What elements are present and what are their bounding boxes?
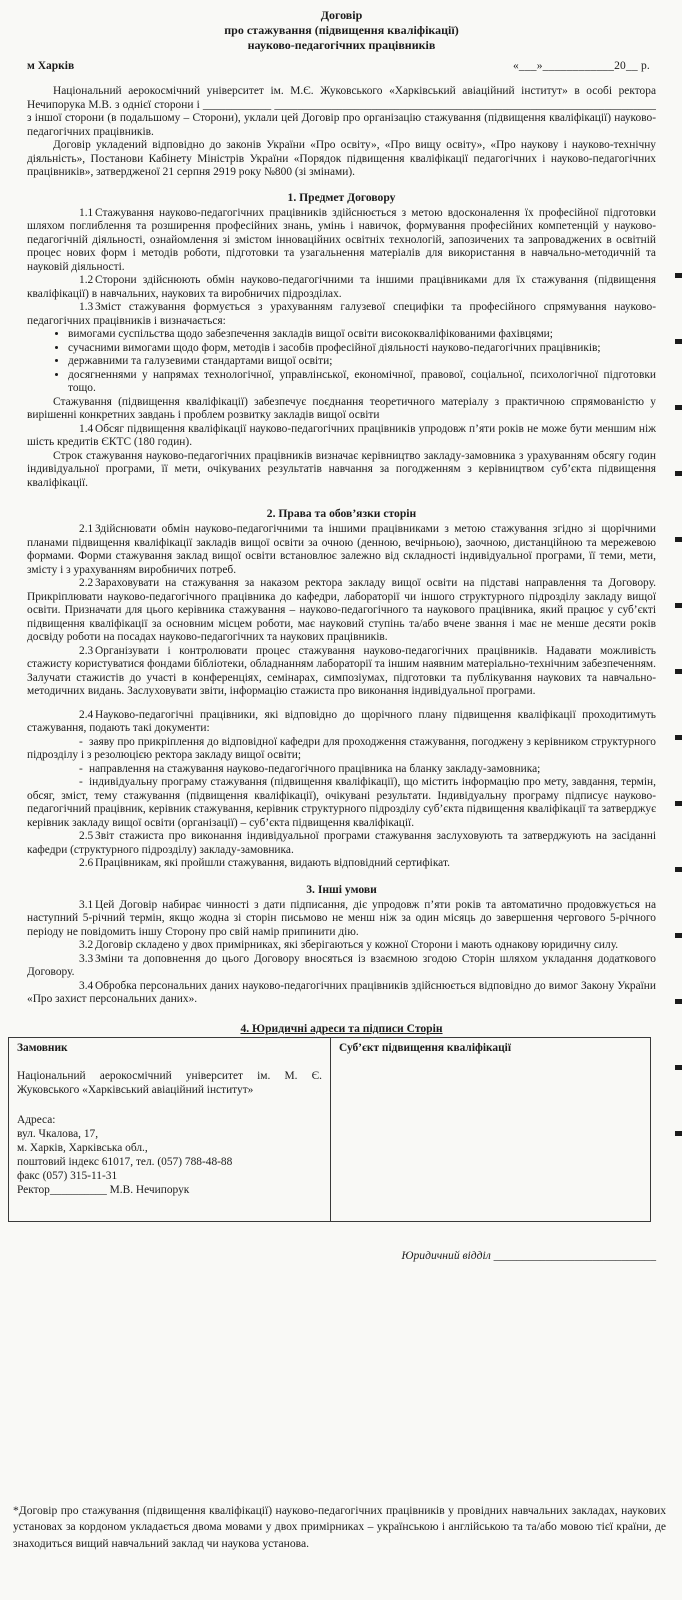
clause-text: Стажування науково-педагогічних працівників здійснюється з метою вдосконалення їх професійної підготовки шляхом поглиблення та розширення професійних знань, умінь і навичок, формування професійних компетенцій у науково-педагогічній діяльності, ознайомлення зі змістом інноваційних освітніх технологій, запозичених та запроваджених в освітній процес нових форм і методів роботи, підготовки та узагальнення матеріалів для використання в навчально-методичній та науковій діяльності.	[27, 206, 656, 273]
provider-header: Суб’єкт підвищення кваліфікації	[339, 1041, 512, 1054]
place-label: м Харків	[27, 60, 75, 72]
clause-text: Обробка персональних даних науково-педагогічних працівників здійснюється відповідно до вимог Закону України «Про захист персональних даних».	[27, 979, 656, 1005]
clause-1-4	[27, 423, 656, 450]
clause-3-2	[27, 939, 656, 953]
paragraph-after-bullets: Стажування (підвищення кваліфікації) забезпечує поєднання теоретичного матеріалу з практичною спрямованістю у вирішенні конкретних завдань і проблем розвитку закладів вищої освіти	[27, 395, 656, 421]
dash-marker: -	[79, 776, 83, 788]
customer-organization: Національний аерокосмічний університет ім. М. Є. Жуковського «Харківський авіаційний інститут»	[17, 1069, 322, 1096]
intro-paragraph-1: Національний аерокосмічний університет ім. М.Є. Жуковського «Харківський авіаційний інститут» в особі ректора Нечипорука М.В. з однієї сторони і ____________ ___________________________________________________________________ з іншої сторони (в подальшому – Сторони), уклали цей Договір про організацію стажування (підвищення кваліфікації) науково-педагогічних працівників.	[27, 85, 656, 138]
clause-1-1	[27, 207, 656, 275]
clause-text: Зараховувати на стажування за наказом ректора закладу вищої освіти на підставі направлення та Договору. Прикріплювати науково-педагогічного працівника до кафедри, лабораторії чи іншого структурного підрозділу закладу вищої освіти. Призначати для цього керівника стажування – науково-педагогічного та наукового працівника, який працює у суб’єкті підвищення кваліфікації за основним місцем роботи, має науковий ступінь та/або вчене звання і має не менше десяти років досвіду роботи на посадах науково-педагогічних та наукових працівників.	[27, 577, 656, 643]
legal-dept-label: Юридичний відділ	[401, 1248, 491, 1262]
clause-1-3	[27, 301, 656, 328]
rector-signature-line: Ректор__________ М.В. Нечипорук	[17, 1183, 190, 1196]
clause-text: Обсяг підвищення кваліфікації науково-педагогічних працівників упродовж п’яти років не може бути меншим ніж шість кредитів ЄКТС (180 годин).	[27, 422, 656, 448]
address-fax: факс (057) 315-11-31	[17, 1169, 118, 1182]
clause-text: Працівникам, які пройшли стажування, видають відповідний сертифікат.	[95, 857, 450, 869]
clause-2-3	[27, 645, 656, 699]
clause-number: 3.3	[79, 952, 94, 965]
section-4-heading: 4. Юридичні адреси та підписи Сторін	[240, 1021, 443, 1035]
dash-item-2	[27, 763, 656, 777]
clause-number: 2.4	[79, 708, 94, 721]
legal-dept-blank: ____________________________	[490, 1248, 656, 1262]
signatures-table	[8, 1037, 651, 1222]
dash-text: заяву про прикріплення до відповідної кафедри для проходження стажування, погоджену з керівником структурного підрозділу і з резолюцією ректора закладу вищої освіти;	[27, 735, 656, 761]
dash-text: індивідуальну програму стажування (підвищення кваліфікації), що містить інформацію про мету, завдання, термін, обсяг, зміст, тему стажування (підвищення кваліфікації), очікувані результати. Індивідуальну програму підписує науково-педагогічний працівник, керівник стажування, керівник структурного підрозділу суб’єкта підвищення кваліфікації та затверджує керівник закладу вищої освіти (організації) – суб’єкта підвищення кваліфікації.	[27, 776, 656, 829]
requirements-list	[27, 328, 656, 396]
provider-cell	[331, 1037, 651, 1221]
clause-text: Здійснювати обмін науково-педагогічними та іншими працівниками з метою стажування згідно зі щорічними планами підвищення кваліфікації закладів вищої освіти за очною (денною, вечірньою), заочною, дистанційною та мережевою формами. Форми стажування заклад вищої освіти встановлює залежно від складності індивідуальної програми, її теми, мети, змісту і з урахуванням виробничих потреб.	[27, 523, 656, 576]
dash-item-3	[27, 776, 656, 830]
list-item: • досягненнями у напрямах технологічної, управлінської, економічної, правової, соціальної, психологічної підготовки тощо.	[68, 369, 656, 396]
clause-number: 1.2	[79, 274, 94, 286]
clause-text: Сторони здійснюють обмін науково-педагогічними та іншими працівниками для їх стажування (підвищення кваліфікації) в навчальних, наукових та виробничих підрозділах.	[27, 274, 656, 300]
intro-paragraph-2: Договір укладений відповідно до законів України «Про освіту», «Про вищу освіту», «Про наукову і науково-технічну діяльність», Постанови Кабінету Міністрів України «Порядок підвищення кваліфікації педагогічних і науково-педагогічних працівників», затвердженої 21 серпня 2919 року №800 (зі змінами).	[27, 139, 656, 178]
clause-number: 3.4	[79, 979, 94, 992]
clause-number: 1.4	[79, 422, 94, 435]
customer-header: Замовник	[17, 1041, 68, 1054]
clause-2-6	[27, 857, 656, 871]
clause-text: Зміни та доповнення до цього Договору вносяться із взаємною згодою Сторін шляхом укладання додаткового Договору.	[27, 952, 656, 978]
address-label: Адреса:	[17, 1113, 56, 1126]
list-item: • сучасними вимогами щодо форм, методів і засобів професійної діяльності науково-педагогічних працівників;	[68, 342, 656, 356]
clause-number: 3.2	[79, 939, 94, 951]
section-2-heading: 2. Права та обов’язки сторін	[266, 507, 417, 520]
title-line-2: про стажування (підвищення кваліфікації)	[224, 23, 459, 37]
section-1-heading: 1. Предмет Договору	[287, 190, 396, 204]
clause-2-2	[27, 577, 656, 645]
dash-item-1	[27, 736, 656, 763]
clause-number: 3.1	[79, 898, 94, 911]
dash-marker: -	[79, 735, 83, 748]
clause-number: 1.1	[79, 206, 94, 219]
clause-number: 2.3	[79, 644, 94, 657]
paragraph-term: Строк стажування науково-педагогічних працівників визначає керівництво закладу-замовника з урахуванням обсягу годин індивідуальної програми, її мети, очікуваних результатів навчання за погодженням з керівництвом суб’єкта підвищення кваліфікації.	[27, 449, 656, 489]
place-date-row	[27, 60, 656, 72]
scan-artifact-marks	[675, 212, 682, 1174]
clause-text: Цей Договір набирає чинності з дати підписання, діє упродовж п’яти років та автоматично продовжується на наступний 5-річний термін, якщо жодна зі сторін письмово не менш ніж за один місяць до завершення чергового 5-річного періоду не повідомить іншу Сторону про свій намір припинити дію.	[27, 898, 656, 938]
clause-2-5	[27, 830, 656, 857]
legal-dept-line	[27, 1249, 656, 1262]
clause-text: Науково-педагогічні працівники, які відповідно до щорічного плану підвищення кваліфікації проходитимуть стажування, подають такі документи:	[27, 708, 656, 734]
list-item: • державними та галузевими стандартами вищої освіти;	[68, 355, 656, 369]
clause-3-4	[27, 980, 656, 1007]
clause-3-3	[27, 953, 656, 980]
clause-number: 1.3	[79, 301, 94, 313]
clause-2-1	[27, 523, 656, 577]
list-item: • вимогами суспільства щодо забезпечення закладів вищої освіти висококваліфікованими фахівцями;	[68, 328, 656, 342]
clause-text: Зміст стажування формується з урахуванням галузевої специфіки та професійного спрямування науково-педагогічних працівників і визначається:	[27, 301, 656, 327]
clause-number: 2.6	[79, 857, 94, 869]
title-line-1: Договір	[320, 8, 363, 22]
clause-2-4	[27, 709, 656, 736]
title-line-3: науково-педагогічних працівників	[247, 38, 436, 52]
document-title	[27, 8, 656, 53]
clause-3-1	[27, 899, 656, 940]
clause-number: 2.2	[79, 577, 94, 589]
date-blank: «___»____________20__ р.	[512, 60, 650, 72]
address-city: м. Харків, Харківська обл.,	[17, 1141, 148, 1154]
footnote: *Договір про стажування (підвищення кваліфікації) науково-педагогічних працівників у провідних навчальних закладах, наукових установах за кордоном укладається двома мовами у двох примірниках – українською і англійською та та/або мовою тієї країни, де знаходиться вищий навчальний заклад чи наукова установа.	[13, 1504, 666, 1550]
address-street: вул. Чкалова, 17,	[17, 1127, 99, 1140]
dash-text: направлення на стажування науково-педагогічного працівника на бланку закладу-замовника;	[89, 762, 541, 775]
clause-number: 2.5	[79, 830, 94, 842]
address-postal-phone: поштовий індекс 61017, тел. (057) 788-48-88	[17, 1155, 233, 1168]
dash-marker: -	[79, 762, 83, 775]
customer-cell	[9, 1037, 331, 1221]
clause-text: Організувати і контролювати процес стажування науково-педагогічних працівників. Надавати можливість стажисту користуватися фондами бібліотеки, обладнанням лабораторії та іншим наявним матеріально-технічним забезпеченням. Залучати стажистів до участі в конференціях, семінарах, симпозіумах, підготовки та публікування наукових та навчально-методичних видань. Заслуховувати звіти, інформацію стажиста про виконання індивідуальної програми.	[27, 644, 656, 697]
clause-number: 2.1	[79, 523, 94, 535]
clause-1-2	[27, 274, 656, 301]
section-3-heading: 3. Інші умови	[306, 882, 377, 896]
clause-text: Договір складено у двох примірниках, які зберігаються у кожної Сторони і мають однакову юридичну силу.	[95, 939, 619, 951]
clause-text: Звіт стажиста про виконання індивідуальної програми стажування заслуховують та затверджують на засіданні кафедри (структурного підрозділу) закладу-замовника.	[27, 830, 656, 856]
